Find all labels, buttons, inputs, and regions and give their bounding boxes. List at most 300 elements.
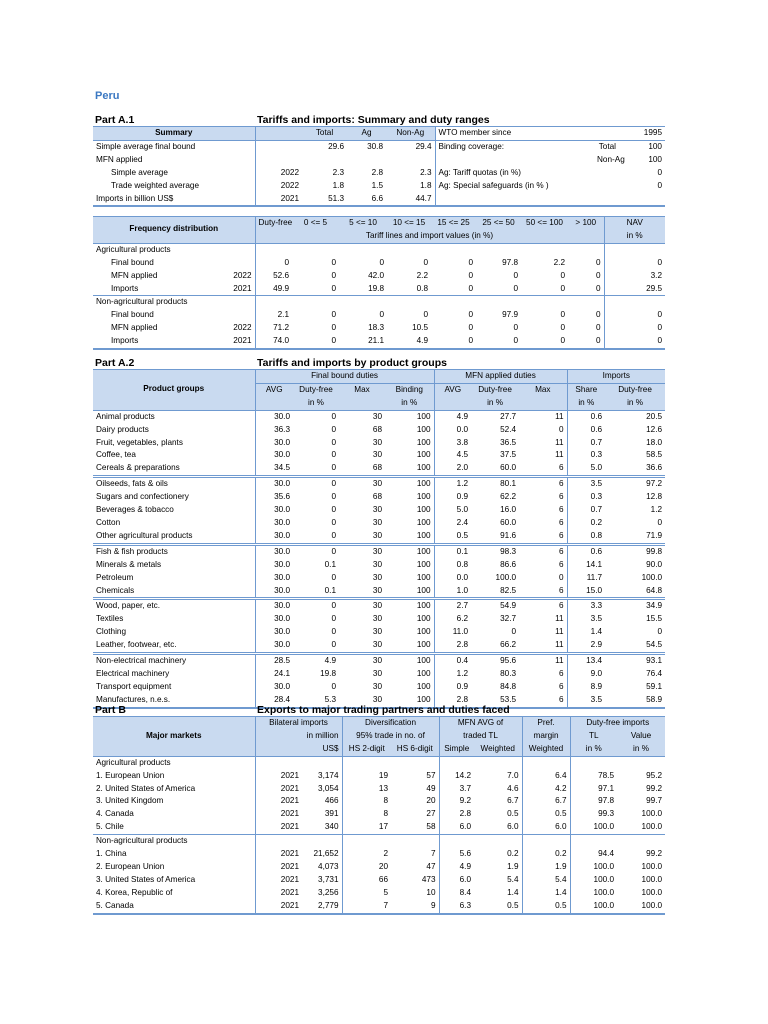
product-group-value: 0.4 [434, 654, 471, 668]
product-group-value: 18.0 [646, 437, 663, 447]
market-value: 6.0 [439, 874, 474, 887]
table-cell [474, 756, 522, 769]
product-group-name: Fish & fish products [93, 544, 255, 558]
market-value: 8 [342, 808, 391, 821]
table-cell [342, 756, 391, 769]
product-group-value: 80.1 [471, 477, 519, 491]
diversification-header: Diversification [342, 717, 439, 730]
product-group-value: 30 [372, 437, 382, 447]
product-group-value: 100 [416, 627, 431, 637]
summary-year: 2022 [255, 167, 302, 180]
product-group-value: 11 [555, 627, 564, 637]
product-group-value: 0 [331, 614, 336, 624]
product-group-name: Leather, footwear, etc. [96, 640, 177, 650]
a2-col-unit: in % [293, 397, 339, 410]
summary-year: 2022 [255, 180, 302, 193]
table-cell [476, 243, 521, 256]
product-group-row [93, 424, 665, 437]
product-group-value: 30.0 [255, 530, 293, 544]
product-group-name: Minerals & metals [96, 559, 162, 569]
freq-value: 0 [595, 270, 601, 280]
freq-col-header: 10 <= 15 [387, 217, 431, 230]
a2-col-header: Duty-free [293, 383, 339, 396]
table-cell [476, 296, 521, 309]
product-group-value: 12.8 [646, 492, 663, 502]
freq-group-row [93, 296, 665, 309]
market-value: 2021 [255, 874, 302, 887]
market-value: 0.2 [522, 848, 570, 861]
freq-value: 0 [331, 257, 336, 267]
summary-year [255, 154, 302, 167]
summary-ag: 6.6 [347, 193, 386, 207]
market-value: 100.0 [570, 900, 617, 914]
table-cell [521, 296, 568, 309]
freq-value: 0 [468, 310, 473, 320]
market-value: 6.4 [522, 770, 570, 783]
market-value: 5 [342, 887, 391, 900]
market-value: 9 [391, 900, 439, 914]
market-value: 100.0 [617, 900, 665, 914]
product-group-value: 30 [372, 668, 382, 678]
product-group-value: 1.2 [434, 668, 471, 681]
product-group-value: 6 [559, 559, 564, 569]
product-groups-table [93, 369, 665, 709]
freq-value: 0 [331, 270, 336, 280]
product-group-value: 68 [372, 463, 382, 473]
product-group-value: 1.0 [434, 585, 471, 599]
market-value: 3,731 [318, 874, 339, 884]
summary-header-row [93, 127, 665, 141]
product-group-value: 30 [372, 572, 382, 582]
product-group-value: 80.3 [500, 668, 517, 678]
product-group-row [93, 517, 665, 530]
product-group-value: 100 [416, 668, 431, 678]
product-group-value: 100 [416, 572, 431, 582]
freq-nav-unit: in % [604, 230, 665, 243]
product-group-value: 6 [519, 599, 567, 613]
product-group-value: 6 [559, 517, 564, 527]
summary-nonag: 29.4 [415, 141, 432, 151]
product-group-value: 28.5 [255, 654, 293, 668]
freq-value: 0 [476, 335, 521, 349]
final-bound-header: Final bound duties [255, 370, 434, 384]
a2-col-unit: in % [385, 397, 434, 410]
product-group-value: 100 [385, 694, 434, 708]
freq-value: 0 [331, 323, 336, 333]
product-group-name: Beverages & tobacco [96, 505, 174, 515]
product-group-value: 30 [339, 477, 385, 491]
table-cell [431, 243, 476, 256]
product-group-value: 0 [559, 424, 564, 434]
wto-sub: Non-Ag [597, 154, 625, 164]
product-group-value: 16.0 [500, 505, 517, 515]
market-row [93, 848, 665, 861]
product-group-value: 0 [331, 450, 336, 460]
product-group-value: 12.6 [646, 424, 663, 434]
market-value: 1.4 [522, 887, 570, 900]
market-value: 17 [342, 821, 391, 834]
product-group-value: 30 [372, 640, 382, 650]
product-group-value: 86.6 [500, 559, 517, 569]
product-group-value: 0 [559, 572, 564, 582]
duty-free-tl: TL [570, 730, 617, 743]
product-group-value: 0.0 [434, 572, 471, 585]
freq-row-year: 2021 [208, 335, 255, 349]
table-cell [604, 296, 665, 309]
freq-value: 49.9 [255, 283, 292, 296]
value-unit: in % [617, 743, 665, 756]
summary-ag: 1.5 [371, 180, 383, 190]
product-group-value: 5.0 [567, 462, 605, 476]
product-group-value: 11 [555, 614, 564, 624]
freq-value: 0 [292, 335, 339, 349]
product-group-value: 0.0 [434, 424, 471, 437]
table-cell [570, 835, 617, 848]
product-group-name: Oilseeds, fats & oils [93, 477, 255, 491]
product-group-value: 6 [519, 477, 567, 491]
product-group-value: 0.1 [434, 544, 471, 558]
market-value: 2021 [255, 900, 302, 914]
market-value: 0.2 [507, 849, 519, 859]
freq-row-label: MFN applied [111, 323, 158, 333]
product-group-row [93, 449, 665, 462]
product-group-name: Fruit, vegetables, plants [96, 437, 183, 447]
product-group-value: 0 [293, 544, 339, 558]
product-group-value: 2.7 [434, 599, 471, 613]
summary-table [93, 126, 665, 207]
a2-top-header-row [93, 370, 665, 384]
freq-row [93, 309, 665, 322]
market-value: 6.0 [522, 821, 570, 834]
market-value: 6.3 [439, 900, 474, 914]
freq-value: 0 [468, 323, 473, 333]
pref-unit: margin [522, 730, 570, 743]
summary-total: 51.3 [302, 193, 347, 207]
product-group-value: 100 [385, 654, 434, 668]
table-cell [594, 193, 619, 207]
product-group-value: 0.3 [567, 491, 605, 504]
product-group-row [93, 613, 665, 626]
market-name: 2. European Union [96, 861, 165, 871]
product-group-value: 0 [657, 627, 663, 637]
duty-free-value: Value [617, 730, 665, 743]
a2-col-header: Max [339, 383, 385, 396]
product-group-value: 6 [559, 505, 564, 515]
freq-value: 29.5 [604, 283, 665, 296]
market-value: 57 [426, 770, 436, 780]
mfn-header: MFN applied duties [434, 370, 567, 384]
product-group-value: 100 [416, 505, 431, 515]
freq-value: 0 [568, 335, 604, 349]
product-group-value: 15.5 [646, 614, 663, 624]
product-group-value: 82.5 [500, 585, 517, 595]
product-group-row [93, 654, 665, 668]
product-group-value: 6 [559, 492, 564, 502]
table-cell [431, 296, 476, 309]
product-group-value: 30.0 [255, 639, 293, 653]
product-group-value: 91.6 [500, 530, 517, 540]
wto-sub [594, 167, 619, 180]
summary-row [93, 180, 665, 193]
product-group-value: 15.0 [567, 585, 605, 599]
freq-subheader: Tariff lines and import values (in %) [255, 230, 604, 243]
market-value: 99.3 [570, 808, 617, 821]
market-value: 14.2 [439, 770, 474, 783]
market-group-row [93, 835, 665, 848]
product-group-value: 30 [372, 505, 382, 515]
product-group-value: 60.0 [500, 463, 517, 473]
product-group-value: 0 [657, 517, 663, 527]
duty-free-header: Duty-free imports [570, 717, 665, 730]
bilateral-currency: US$ [255, 743, 342, 756]
product-group-value: 0 [331, 424, 336, 434]
product-group-value: 30 [372, 614, 382, 624]
product-group-value: 11 [555, 411, 564, 421]
product-group-row [93, 544, 665, 558]
product-group-value: 100 [416, 450, 431, 460]
product-group-value: 3.5 [567, 694, 605, 708]
table-cell [568, 296, 604, 309]
market-group-label: Non-agricultural products [93, 835, 255, 848]
table-cell [339, 296, 387, 309]
product-group-name: Non-electrical machinery [93, 654, 255, 668]
freq-col-header: 50 <= 100 [521, 217, 568, 230]
product-group-value: 30 [339, 544, 385, 558]
product-group-value: 30 [372, 530, 382, 540]
summary-total [302, 154, 347, 167]
market-value: 97.1 [570, 783, 617, 796]
table-cell [617, 835, 665, 848]
freq-value: 0 [468, 270, 473, 280]
freq-value: 42.0 [368, 270, 384, 280]
freq-value: 0 [521, 335, 568, 349]
market-value: 4,073 [318, 861, 339, 871]
product-group-value: 1.2 [650, 505, 663, 515]
product-group-name: Sugars and confectionery [96, 492, 189, 502]
wto-label: Binding coverage: [435, 140, 594, 153]
freq-col-header: 5 <= 10 [339, 217, 387, 230]
freq-row-label: Imports [93, 335, 208, 349]
wto-value: 0 [657, 180, 662, 190]
freq-row-year: 2022 [233, 270, 252, 280]
bilateral-header: Bilateral imports [255, 717, 342, 730]
product-group-value: 0 [331, 505, 336, 515]
product-group-value: 100 [385, 477, 434, 491]
freq-group-row [93, 243, 665, 256]
market-value: 19 [342, 770, 391, 783]
a2-col-header: Binding [385, 383, 434, 396]
table-cell [604, 243, 665, 256]
freq-header-row [93, 217, 665, 230]
market-name: 5. Canada [93, 900, 255, 914]
freq-value: 4.9 [387, 335, 431, 349]
product-group-value: 6 [559, 585, 564, 595]
table-cell [568, 243, 604, 256]
product-group-value: 0 [293, 599, 339, 613]
product-group-value: 36.6 [646, 463, 663, 473]
product-group-value: 1.2 [434, 477, 471, 491]
freq-value: 0 [331, 283, 336, 293]
market-group-label: Agricultural products [96, 757, 171, 767]
product-group-value: 97.2 [605, 477, 665, 491]
product-group-value: 100 [416, 437, 431, 447]
market-value: 473 [421, 874, 436, 884]
product-group-value: 0 [331, 640, 336, 650]
market-value: 3,174 [318, 770, 339, 780]
market-name: 2. United States of America [96, 783, 196, 793]
a2-col-unit: in % [605, 397, 665, 410]
market-value: 2 [342, 848, 391, 861]
freq-value: 0 [431, 335, 476, 349]
product-group-value: 3.5 [567, 613, 605, 626]
freq-value: 0 [468, 257, 473, 267]
market-value: 4.6 [507, 783, 519, 793]
freq-col-header: NAV [604, 217, 665, 230]
freq-value: 0 [595, 257, 601, 267]
product-group-value: 2.8 [434, 639, 471, 653]
freq-col-header: 25 <= 50 [476, 217, 521, 230]
diversification-unit: 95% trade in no. of [342, 730, 439, 743]
freq-col-header: 0 <= 5 [292, 217, 339, 230]
market-value: 7 [342, 900, 391, 914]
market-row [93, 783, 665, 796]
summary-row [93, 167, 665, 180]
summary-heading: Summary [93, 127, 255, 141]
simple-header: Simple [439, 743, 474, 756]
product-group-value: 0 [331, 572, 336, 582]
wto-value: 100 [648, 154, 662, 164]
product-group-value: 0.7 [567, 437, 605, 450]
product-group-value: 30 [372, 559, 382, 569]
product-group-name: Transport equipment [96, 681, 172, 691]
market-value: 27 [426, 809, 436, 819]
product-group-name: Textiles [96, 614, 124, 624]
table-cell [255, 127, 302, 141]
freq-row-label: Final bound [111, 257, 154, 267]
product-group-value: 100 [416, 559, 431, 569]
market-value: 1.4 [507, 887, 519, 897]
summary-label: MFN applied [96, 154, 143, 164]
product-group-value: 0.9 [434, 491, 471, 504]
table-cell [391, 835, 439, 848]
market-value: 2021 [255, 795, 302, 808]
market-value: 6.0 [507, 822, 519, 832]
product-group-value: 13.4 [567, 654, 605, 668]
product-group-value: 30.0 [255, 681, 293, 694]
product-group-value: 0.2 [567, 517, 605, 530]
product-group-value: 4.5 [434, 449, 471, 462]
mfn-avg-header: MFN AVG of [439, 717, 522, 730]
product-group-value: 100.0 [641, 572, 663, 582]
table-cell [255, 835, 302, 848]
market-value: 7 [430, 849, 436, 859]
freq-value: 74.0 [255, 335, 292, 349]
part-a2-title: Tariffs and imports by product groups [257, 357, 447, 369]
freq-value: 0 [379, 310, 384, 320]
market-value: 10 [426, 887, 436, 897]
hs2-header: HS 2-digit [342, 743, 391, 756]
wto-label: WTO member since [435, 127, 594, 141]
product-group-row [93, 477, 665, 491]
product-group-value: 8.9 [567, 681, 605, 694]
a2-col-unit: in % [567, 397, 605, 410]
freq-row [93, 322, 665, 335]
product-group-value: 11 [555, 640, 564, 650]
col-nonag: Non-Ag [386, 127, 435, 141]
market-value: 97.8 [570, 795, 617, 808]
product-group-value: 11 [555, 450, 564, 460]
market-name: 4. Korea, Republic of [96, 887, 173, 897]
freq-value: 0 [595, 310, 601, 320]
market-value: 2021 [255, 821, 302, 834]
market-value: 49 [426, 783, 436, 793]
product-group-name: Dairy products [96, 424, 149, 434]
market-value: 8 [342, 795, 391, 808]
wto-value: 100 [648, 141, 662, 151]
table-cell [619, 193, 665, 207]
table-cell [439, 835, 474, 848]
freq-value: 0 [255, 257, 292, 270]
product-group-value: 30.0 [255, 504, 293, 517]
product-group-value: 0.8 [567, 530, 605, 544]
product-group-value: 54.9 [471, 599, 519, 613]
pref-weighted-header: Weighted [522, 743, 570, 756]
tl-unit: in % [570, 743, 617, 756]
product-group-name: Animal products [96, 411, 155, 421]
product-group-name: Cereals & preparations [96, 463, 180, 473]
market-value: 100.0 [641, 822, 663, 832]
table-cell [302, 756, 342, 769]
freq-value: 0 [513, 323, 518, 333]
summary-label: Simple average final bound [96, 141, 196, 151]
country-title: Peru [95, 90, 120, 102]
product-group-value: 59.1 [646, 681, 663, 691]
market-value: 6.7 [507, 796, 519, 806]
a2-col-unit: in % [471, 397, 519, 410]
market-value: 100.0 [570, 861, 617, 874]
freq-row-label: Imports [111, 283, 139, 293]
product-group-name: Manufactures, n.e.s. [93, 694, 255, 708]
product-group-value: 100.0 [495, 572, 517, 582]
product-group-value: 100 [416, 614, 431, 624]
product-group-row [93, 504, 665, 517]
table-cell [292, 243, 339, 256]
part-b-title: Exports to major trading partners and duties faced [257, 704, 510, 716]
market-value: 100.0 [641, 861, 663, 871]
market-value: 0.5 [474, 900, 522, 914]
product-group-row [93, 599, 665, 613]
market-row [93, 887, 665, 900]
frequency-table [93, 216, 665, 350]
product-group-value: 5.3 [293, 694, 339, 708]
market-row [93, 861, 665, 874]
market-value: 6.0 [439, 821, 474, 834]
table-cell [391, 756, 439, 769]
col-total: Total [302, 127, 347, 141]
summary-ag: 30.8 [367, 141, 383, 151]
market-name: 5. Chile [96, 822, 124, 832]
product-group-row [93, 410, 665, 423]
weighted-header: Weighted [474, 743, 522, 756]
freq-row-label: MFN applied [111, 270, 158, 280]
product-group-value: 36.5 [500, 437, 517, 447]
wto-label: Ag: Special safeguards (in % ) [435, 180, 594, 193]
market-value: 58 [426, 822, 436, 832]
freq-row [93, 257, 665, 270]
product-group-value: 30 [339, 654, 385, 668]
freq-value: 0.8 [416, 283, 428, 293]
market-value: 100.0 [641, 809, 663, 819]
